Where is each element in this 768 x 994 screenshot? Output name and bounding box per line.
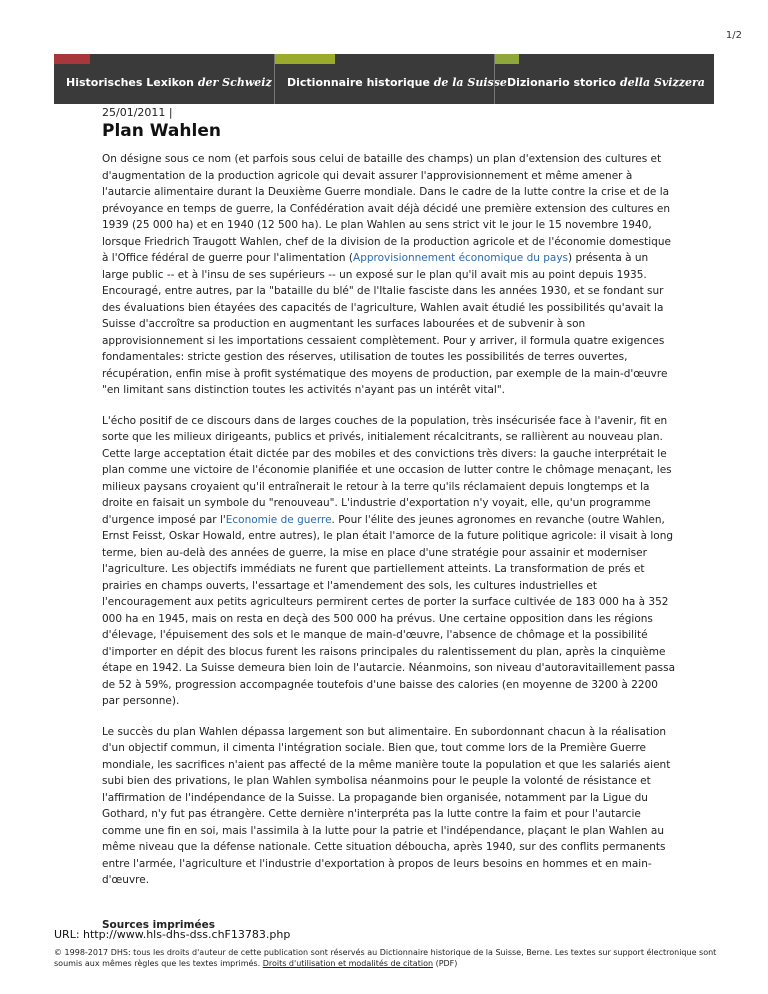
footer-copyright [54, 947, 734, 969]
banner-german-regular: Historisches Lexikon [66, 76, 198, 89]
paragraph-2 [102, 413, 677, 710]
page-number: 1/2 [725, 30, 742, 41]
banner-italian-regular: Dizionario storico [507, 76, 620, 89]
footer [54, 928, 734, 969]
hls-banner [54, 54, 714, 104]
banner-french[interactable] [274, 54, 507, 104]
article [102, 104, 677, 931]
banner-german[interactable] [54, 54, 274, 104]
banner-french-regular: Dictionnaire historique [287, 76, 434, 89]
copyright-text-a: © 1998-2017 DHS: tous les droits d'auteur de cette publication sont réservés au Dictionnaire historique de la Suisse, Berne. Les textes sur support électronique sont soumis aux mêmes règles que les textes imprimés. [54, 948, 717, 968]
paragraph-2-text-a: L'écho positif de ce discours dans de larges couches de la population, très insécurisée face à l'avenir, fit en sorte que les milieux dirigeants, publics et privés, initialement récalcitrants, se rallièrent au nouveau plan. Cette large acceptation était dictée par des mobiles et des convictions très divers: la gauche interprétait le plan comme une victoire de l'économie planifiée et une occasion de lutter contre le chômage menaçant, les milieux paysans croyaient qu'il entraînerait le retour à la terre qu'ils réclamaient depuis longtemps et la droite en faisait un symbole du "renouveau". L'industrie d'exportation n'y voyait, elle, qu'un programme d'urgence imposé par l' [102, 414, 672, 526]
banner-italian-italic: della Svizzera [619, 76, 705, 89]
paragraph-2-text-b: . Pour l'élite des jeunes agronomes en revanche (outre Wahlen, Ernst Feisst, Oskar Howald, entre autres), le plan était l'amorce de la future politique agricole: il visait à long terme, bien au-delà des années de guerre, la mise en place d'une stratégie pour assainir et moderniser l'agriculture. Les objectifs immédiats ne furent que partiellement atteints. La transformation de prés et prairies en champs ouverts, l'essartage et l'amendement des sols, les cultures industrielles et l'encouragement aux petits agriculteurs permirent certes de porter la surface cultivée de 183 000 ha à 352 000 ha en 1945, mais on resta en deçà des 500 000 ha prévus. Une certaine opposition dans les régions d'élevage, l'épuisement des sols et le manque de main-d'œuvre, l'absence de chômage et la possibilité d'importer en dépit des blocus furent les raisons principales du ralentissement du plan, après la cinquième étape en 1942. La Suisse demeura bien loin de l'autarcie. Néanmoins, son niveau d'autoravitaillement passa de 52 à 59%, progression accompagnée toutefois d'une baisse des calories (en moyenne de 3200 à 2200 par personne). [102, 513, 676, 707]
article-date: 25/01/2011 | [102, 106, 173, 119]
sources-heading: Sources imprimées [102, 918, 215, 931]
banner-german-italic: der Schweiz [197, 76, 272, 89]
link-approvisionnement[interactable]: Approvisionnement économique du pays [353, 252, 569, 264]
copyright-text-b: (PDF) [433, 959, 458, 968]
paragraph-1-text-a: On désigne sous ce nom (et parfois sous celui de bataille des champs) un plan d'extension des cultures et d'augmentation de la production agricole qui devait assurer l'approvisionnement et même amener à l'autarcie alimentaire durant la Deuxième Guerre mondiale. Dans le cadre de la lutte contre la crise et de la prévoyance en temps de guerre, la Confédération avait déjà décidé une première extension des cultures en 1939 (25 000 ha) et en 1940 (12 500 ha). Le plan Wahlen au sens strict vit le jour le 15 novembre 1940, lorsque Friedrich Traugott Wahlen, chef de la division de la production agricole et de l'économie domestique à l'Office fédéral de guerre pour l'alimentation ( [102, 153, 671, 264]
paragraph-3: Le succès du plan Wahlen dépassa largement son but alimentaire. En subordonnant chacun à la réalisation d'un objectif commun, il cimenta l'intégration sociale. Bien que, tout comme lors de la Première Guerre mondiale, les sacrifices n'aient pas affecté de la même manière toute la population et que les salariés aient subi bien des privations, le plan Wahlen symbolisa néanmoins pour le peuple la volonté de résistance et l'affirmation de l'indépendance de la Suisse. La propagande bien organisée, notamment par la Ligue du Gothard, n'y fut pas étrangère. Cette dernière n'interpréta pas la lutte contre la faim et pour l'autarcie comme une fin en soi, mais l'assimila à la lutte pour la patrie et l'indépendance, plaçant le plan Wahlen au même niveau que la défense nationale. Cette situation déboucha, après 1940, sur des conflits permanents entre l'armée, l'agriculture et l'industrie d'exportation à propos de leurs besoins en hommes et en main-d'œuvre. [102, 725, 671, 886]
banner-italian[interactable] [494, 54, 714, 104]
footer-url: URL: http://www.hls-dhs-dss.chF13783.php [54, 928, 291, 941]
paragraph-1 [102, 151, 677, 399]
link-usage-rights[interactable]: Droits d'utilisation et modalités de citation [262, 959, 434, 968]
article-title: Plan Wahlen [102, 121, 221, 141]
link-economie-de-guerre[interactable]: Economie de guerre [225, 513, 332, 526]
banner-french-italic: de la Suisse [433, 76, 507, 89]
paragraph-1-text-b: ) présenta à un large public -- et à l'insu de ses supérieurs -- un exposé sur le plan qu'il avait mis au point depuis 1935. Encouragé, entre autres, par la "bataille du blé" de l'Italie fasciste dans les années 1930, et se fondant sur des évaluations bien étayées des capacités de l'agriculture, Wahlen avait étudié les possibilités qu'avait la Suisse d'accroître sa production en augmentant les surfaces labourées et de subvenir à son approvisionnement si les importations cessaient complètement. Pour y arriver, il formula quatre exigences fondamentales: stricte gestion des réserves, utilisation de toutes les possibilités de terres ouvertes, récupération, enfin mise à profit systématique des moyens de production, par exemple de la main-d'œuvre "en limitant sans distinction toutes les activités n'ayant pas un intérêt vital". [102, 252, 668, 396]
